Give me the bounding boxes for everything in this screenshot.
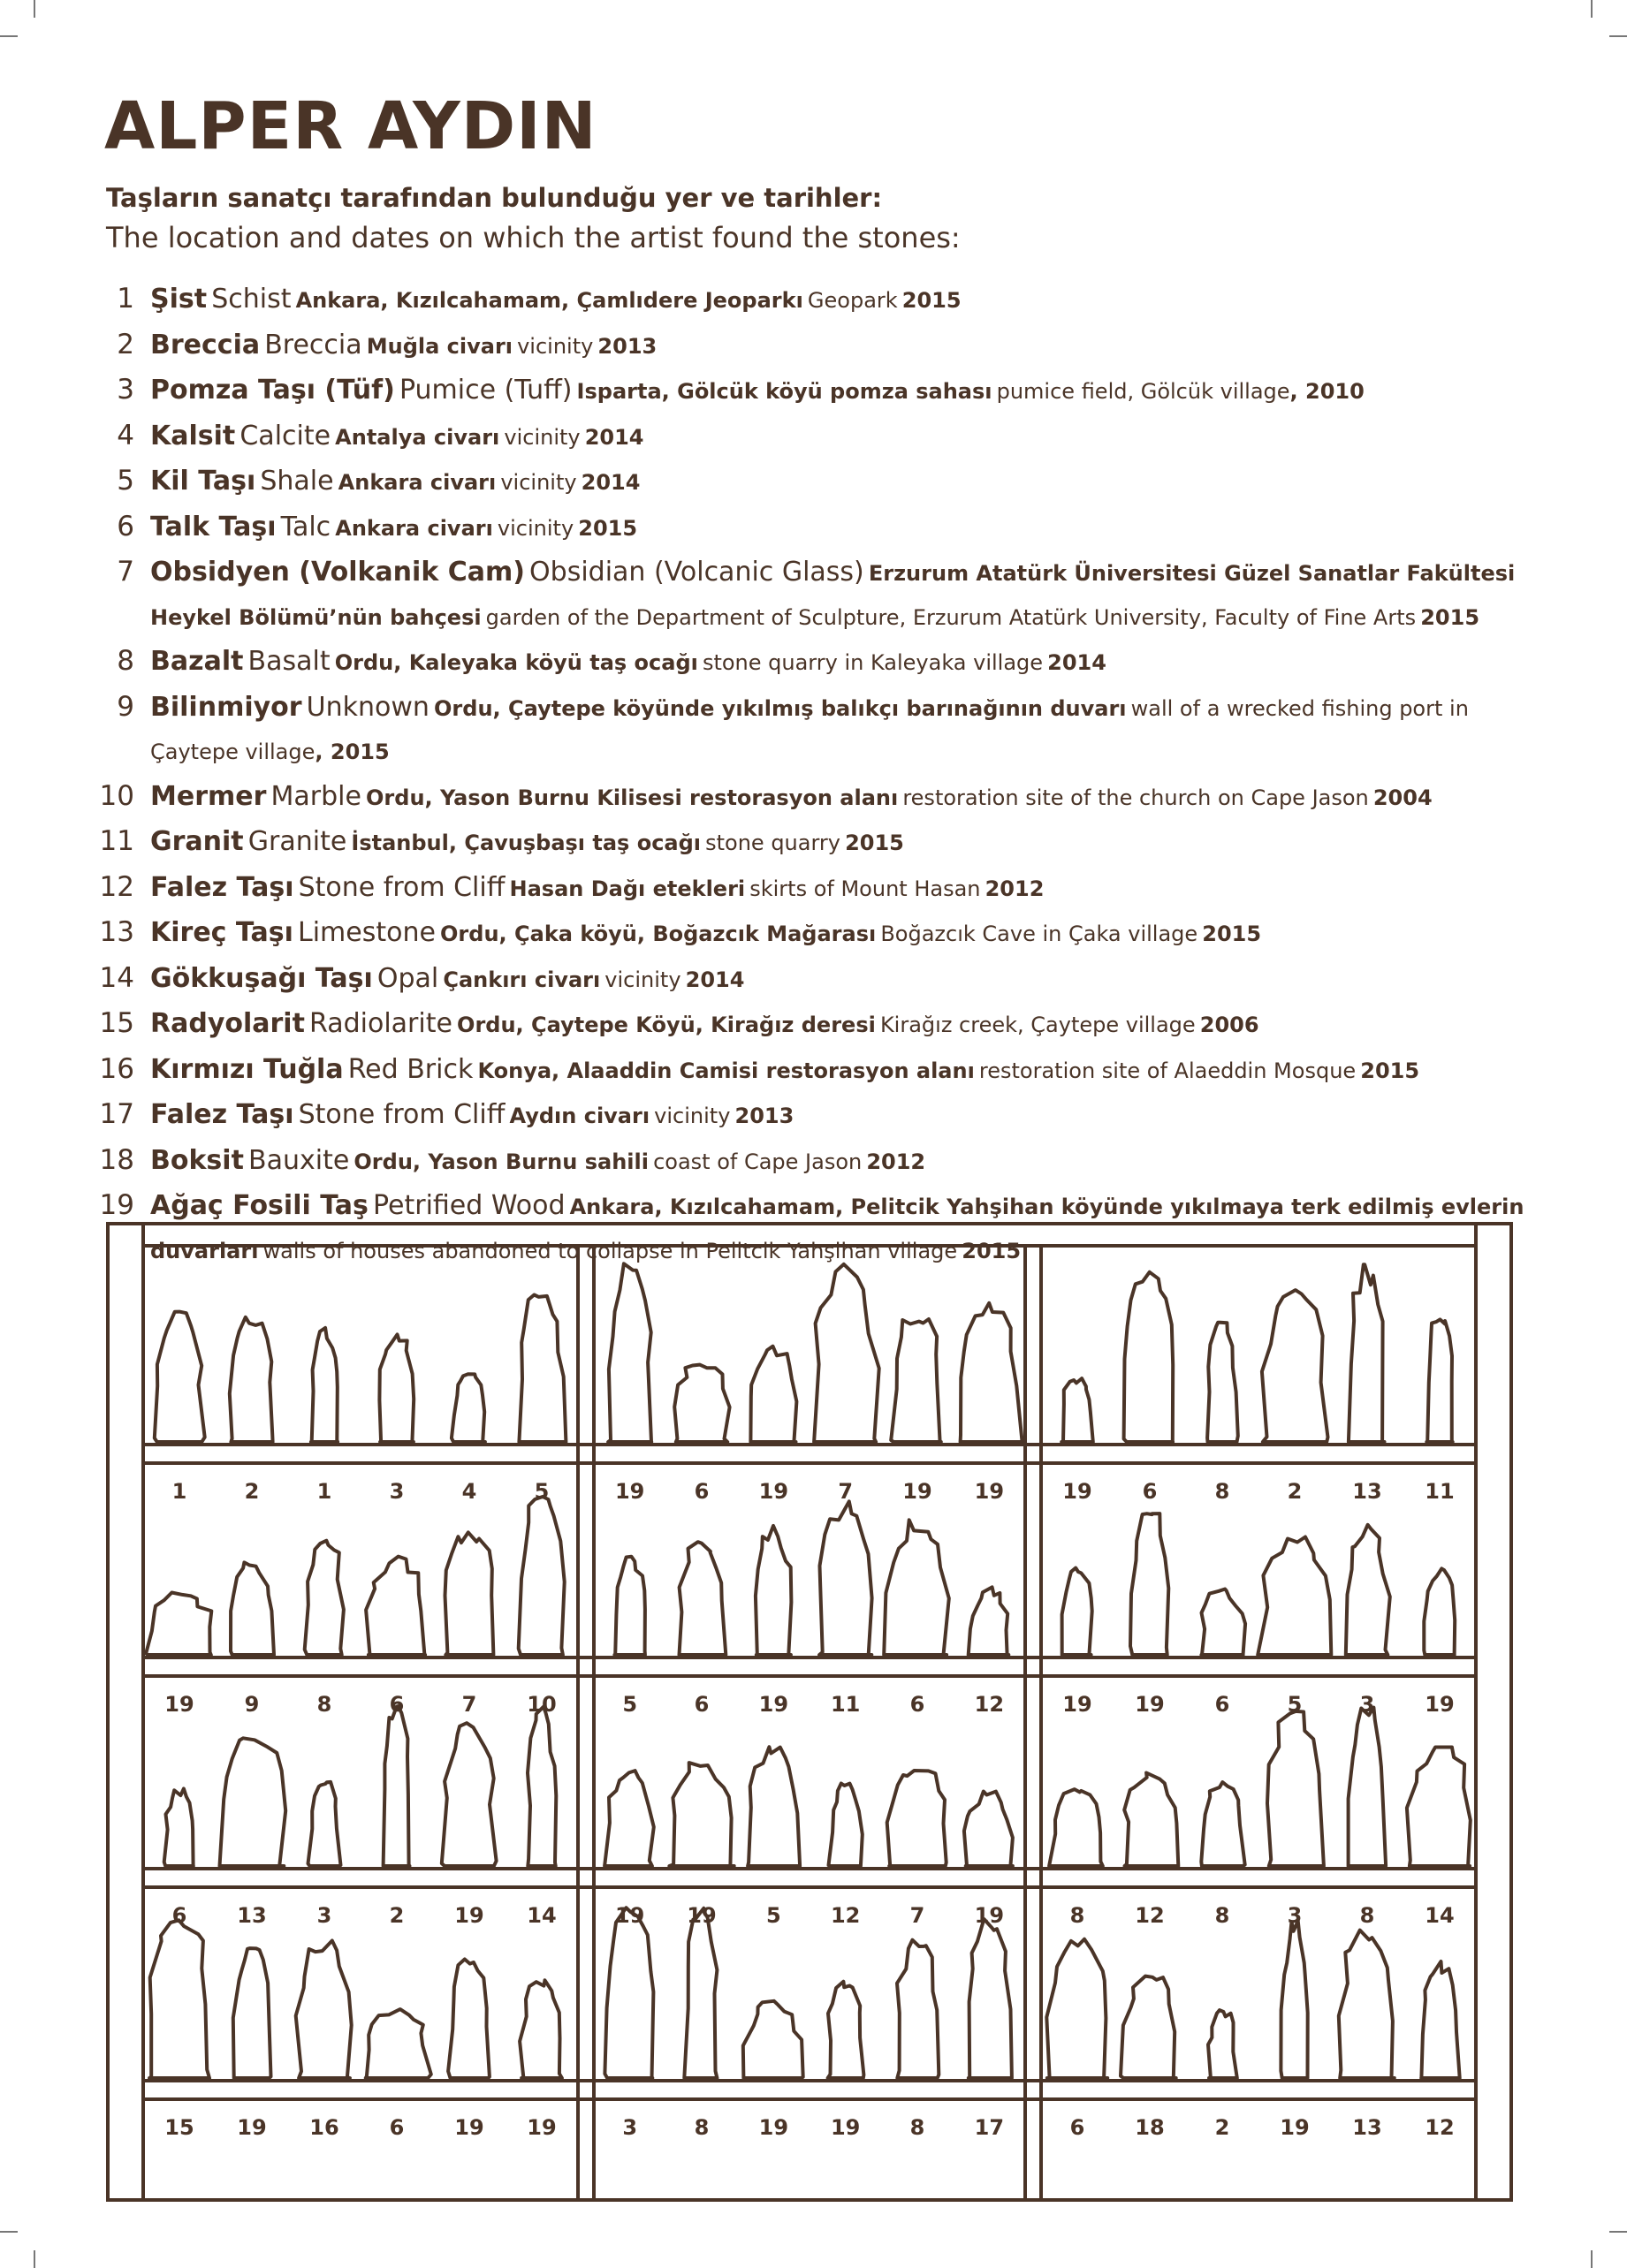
shelf-label: 4 [461,1479,477,1504]
stone-name-en: Petrified Wood [373,1190,566,1221]
stone-name-en: Obsidian (Volcanic Glass) [529,557,864,588]
stone-outline [308,1782,341,1866]
year: 2014 [584,424,644,450]
stone-outline [1207,1323,1238,1442]
shelf-label: 8 [316,1692,332,1717]
stone-name-en: Stone from Cliff [298,1099,506,1130]
location-en: vicinity [604,967,681,992]
shelf-label: 14 [1425,1903,1455,1928]
year: 2004 [1372,785,1433,810]
stone-outline [1062,1568,1092,1655]
location-tr: Ordu, Çaytepe Köyü, Kirağız deresi [457,1013,876,1037]
stone-outline [311,1328,338,1442]
shelf-label: 3 [1287,1903,1303,1928]
shelf-label: 14 [527,1903,557,1928]
stone-outline [964,1792,1013,1867]
stone-outline [1046,1939,1107,2078]
location-en: Geopark [807,288,898,313]
location-tr: Ordu, Çaytepe köyünde yıkılmış balıkçı barınağının duvarı [434,695,1127,721]
stone-outline [1349,1264,1385,1442]
shelf-label: 19 [830,2115,861,2140]
stone-name-en: Red Brick [347,1053,474,1085]
stone-outline [519,1295,566,1443]
stone-outline [887,1771,947,1866]
location-en: pumice field, Gölcük village [996,379,1290,404]
shelf-label: 19 [1062,1479,1092,1504]
stone-outline [220,1738,286,1866]
location-tr: Ordu, Yason Burnu sahili [354,1149,649,1174]
stone-name-en: Limestone [297,917,436,948]
shelf-label: 19 [758,1479,789,1504]
stone-name-en: Basalt [247,646,331,677]
shelf-label: 19 [1280,2115,1310,2140]
location-en: vicinity [504,424,581,450]
location-tr: Hasan Dağı etekleri [509,876,746,901]
shelf-label: 5 [534,1479,550,1504]
item-number: 1 [117,283,134,315]
stone-name-en: Shale [260,466,334,497]
stone-outline [231,1562,274,1655]
shelf-label: 18 [1135,2115,1165,2140]
shelf-label: 1 [316,1479,332,1504]
shelf-label: 19 [614,1903,645,1928]
item-number: 15 [99,1007,134,1039]
stone-name-tr: Mermer [150,780,267,812]
item-number: 9 [117,690,134,723]
stone-outline [1049,1789,1103,1866]
stone-outline [519,1497,565,1655]
stone-name-en: Opal [376,962,439,994]
stone-outline [814,1264,879,1442]
stone-outline [379,1334,414,1442]
location-tr: Çankırı civarı [443,967,601,992]
year: 2014 [685,967,745,992]
location-en: vicinity [654,1104,731,1128]
stone-outline [1281,1921,1307,2078]
shelf-label: 7 [461,1692,477,1717]
stone-outline [961,1303,1023,1442]
shelf-label: 6 [1142,1479,1158,1504]
shelf-label: 15 [164,2115,194,2140]
stone-outline [233,1948,271,2078]
stone-name-tr: Boksit [150,1144,244,1176]
stone-outline [296,1941,352,2079]
stone-outline [1258,1537,1331,1656]
shelf-label: 19 [1135,1692,1165,1717]
stone-outline [442,1723,497,1866]
stone-name-en: Schist [211,284,292,315]
item-number: 14 [99,961,134,994]
shelf-label: 6 [389,2115,405,2140]
location-tr: Ankara civarı [338,470,497,495]
item-number: 18 [99,1143,134,1176]
stone-name-en: Radiolarite [309,1008,452,1039]
location-en: restoration site of Alaeddin Mosque [978,1058,1357,1083]
stone-name-tr: Breccia [150,329,261,360]
stone-name-tr: Talk Taşı [150,511,277,542]
year: , 2010 [1289,379,1365,404]
shelf-label: 11 [830,1692,861,1717]
year: 2015 [1202,922,1262,946]
stone-outline [1201,1782,1244,1866]
stone-outline [1124,1272,1174,1442]
shelf-label: 2 [1287,1479,1303,1504]
shelf-label: 19 [902,1479,932,1504]
shelf-label: 6 [1214,1692,1230,1717]
stone-name-tr: Şist [150,284,208,315]
shelf-label: 6 [389,1692,405,1717]
stone-name-tr: Kırmızı Tuğla [150,1053,344,1085]
stone-outline [149,1920,209,2078]
location-tr: İstanbul, Çavuşbaşı taş ocağı [351,831,702,855]
shelf-label: 8 [1359,1903,1375,1928]
location-en: Boğazcık Cave in Çaka village [880,922,1198,946]
stone-name-tr: Granit [150,826,244,857]
stone-outline [146,1593,211,1656]
stone-outline [1208,2010,1237,2078]
shelf-label: 8 [1069,1903,1085,1928]
stone-outline [1124,1773,1178,1867]
stone-name-tr: Kireç Taşı [150,917,293,948]
year: 2015 [1420,604,1480,630]
stone-outline [384,1706,410,1866]
stone-outline [743,2001,803,2078]
year: 2015 [845,831,904,855]
stone-name-en: Talc [280,511,331,542]
year: 2015 [901,288,962,313]
stone-outline [604,1771,654,1866]
stone-outline [305,1541,344,1655]
stone-outline [1267,1711,1324,1866]
stone-name-en: Stone from Cliff [298,871,506,903]
location-tr: Erzurum Atatürk Üniversitesi Güzel Sanatlar Fakültesi Heykel Bölümü’nün bahçesi [150,561,1516,630]
year: 2014 [1047,650,1106,675]
stone-name-tr: Falez Taşı [150,1099,294,1130]
location-tr: Ordu, Yason Burnu Kilisesi restorasyon alanı [366,785,899,810]
location-en: coast of Cape Jason [653,1149,863,1174]
shelf-label: 3 [1359,1692,1375,1717]
location-tr: Isparta, Gölcük köyü pomza sahası [576,379,992,404]
stone-outline [684,1908,717,2078]
stone-outline [819,1501,872,1655]
item-number: 3 [117,374,134,406]
stone-outline [1121,1976,1176,2078]
stone-outline [674,1365,729,1442]
shelf-label: 19 [614,1479,645,1504]
year: 2012 [866,1149,926,1174]
shelf-label: 9 [244,1692,260,1717]
shelf-label: 8 [1214,1479,1230,1504]
location-en: restoration site of the church on Cape Jason [902,785,1369,810]
location-tr: Ankara civarı [335,515,493,541]
location-en: stone quarry in Kaleyaka village [702,650,1044,675]
shelf-label: 12 [1425,2115,1455,2140]
shelf-label: 3 [622,2115,638,2140]
item-number: 11 [99,825,134,857]
item-number: 12 [99,870,134,903]
shelf-label: 5 [765,1903,781,1928]
shelf-label: 13 [1352,1479,1382,1504]
shelf-label: 6 [171,1903,187,1928]
year: 2015 [1360,1058,1420,1083]
shelf-label: 7 [909,1903,925,1928]
item-number: 17 [99,1098,134,1130]
location-en: Kirağız creek, Çaytepe village [879,1013,1196,1037]
shelf-label: 5 [1287,1692,1303,1717]
location-tr: Ankara, Kızılcahamam, Pelitcik Yahşihan köyünde yıkılmaya terk edilmiş evlerin duvarları [150,1195,1524,1263]
shelf-label: 19 [1425,1692,1455,1717]
stone-outline [680,1542,726,1655]
shelf-label: 17 [974,2115,1005,2140]
location-tr: Ordu, Kaleyaka köyü taş ocağı [334,650,698,675]
item-number: 19 [99,1189,134,1221]
shelf-label: 12 [1135,1903,1165,1928]
location-en: skirts of Mount Hasan [749,876,981,901]
location-en: walls of houses abandoned to collapse in Pelitcik Yahşihan village [262,1238,958,1263]
stone-name-en: Breccia [264,329,362,360]
item-number: 10 [99,779,134,812]
stone-outline [1061,1378,1093,1442]
year: 2012 [985,876,1045,901]
shelf-label: 19 [758,2115,789,2140]
stone-outline [155,1312,205,1442]
stone-outline [1421,1961,1460,2078]
shelf-label: 19 [237,2115,267,2140]
stone-name-en: Unknown [306,691,430,723]
year: 2015 [962,1238,1022,1263]
stone-outline [164,1789,194,1867]
shelf-label: 2 [389,1903,405,1928]
stone-name-tr: Obsidyen (Volkanik Cam) [150,557,525,588]
subtitle-english: The location and dates on which the artist found the stones: [106,221,961,254]
shelf-label: 1 [171,1479,187,1504]
item-number: 8 [117,645,134,677]
location-en: vicinity [497,515,574,541]
stone-outline [1339,1930,1395,2078]
shelf-label: 19 [527,2115,557,2140]
item-number: 13 [99,916,134,948]
stone-name-en: Pumice (Tuff) [399,375,573,406]
shelf-label: 8 [694,2115,710,2140]
item-number: 7 [117,556,134,588]
item-number: 6 [117,510,134,542]
year: 2006 [1199,1013,1259,1037]
stone-outline [828,1982,864,2078]
stone-outline [366,1557,425,1655]
location-en: vicinity [517,333,594,359]
shelf-label: 8 [909,2115,925,2140]
stone-name-tr: Ağaç Fosili Taş [150,1190,369,1221]
stone-outline [608,1263,651,1442]
shelf-label: 19 [454,2115,484,2140]
shelf-label: 6 [694,1692,710,1717]
stone-name-tr: Bazalt [150,646,244,677]
shelf-label: 19 [454,1903,484,1928]
shelf-label: 6 [694,1479,710,1504]
item-number: 5 [117,465,134,497]
stone-outline [1426,1319,1452,1442]
item-number: 4 [117,419,134,451]
stone-outline [669,1763,734,1866]
location-tr: Ankara, Kızılcahamam, Çamlıdere Jeoparkı [295,288,803,313]
location-tr: Ordu, Çaka köyü, Boğazcık Mağarası [440,922,877,946]
stone-outline [1201,1589,1245,1656]
year: , 2015 [315,740,390,764]
shelf-label: 19 [687,1903,717,1928]
stone-outline [897,1940,939,2078]
location-en: garden of the Department of Sculpture, Erzurum Atatürk University, Faculty of Fine Arts [485,604,1417,630]
year: 2014 [581,470,641,495]
shelf-label: 19 [974,1903,1005,1928]
location-tr: Konya, Alaaddin Camisi restorasyon alanı [477,1058,975,1083]
stone-name-tr: Gökkuşağı Taşı [150,962,373,994]
stone-outline [969,1587,1009,1655]
stone-outline [1130,1513,1168,1655]
stone-name-tr: Kalsit [150,420,236,451]
stone-outline [452,1374,485,1442]
stone-outline [528,1707,556,1866]
location-tr: Antalya civarı [335,424,500,450]
year: 2015 [578,515,638,541]
year: 2013 [734,1104,794,1128]
stone-name-tr: Kil Taşı [150,466,256,497]
shelf-label: 11 [1425,1479,1455,1504]
shelf-label: 2 [1214,2115,1230,2140]
stone-name-en: Calcite [239,420,331,451]
location-en: vicinity [500,470,577,495]
location-en: stone quarry [705,831,840,855]
stone-outline [604,1908,653,2078]
shelf-label: 16 [309,2115,339,2140]
shelf-label: 13 [1352,2115,1382,2140]
stone-outline [445,1532,494,1655]
stone-name-en: Marble [270,780,361,812]
stone-outline [1424,1568,1455,1655]
stone-outline [1349,1708,1387,1866]
stone-name-tr: Falez Taşı [150,871,294,903]
stone-outline [366,2009,431,2078]
shelf-label: 10 [527,1692,557,1717]
shelf-label: 19 [1062,1692,1092,1717]
shelf-label: 7 [838,1479,854,1504]
stone-outline [891,1319,941,1442]
stone-name-tr: Radyolarit [150,1008,305,1039]
shelf-label: 12 [830,1903,861,1928]
location-tr: Aydın civarı [509,1104,650,1128]
stone-outline [750,1346,796,1442]
shelf-label: 12 [974,1692,1005,1717]
stone-name-en: Granite [247,826,347,857]
shelf-label: 3 [389,1479,405,1504]
shelf-label: 2 [244,1479,260,1504]
stone-outline [969,1919,1012,2078]
stone-outline [448,1960,490,2079]
subtitle-turkish: Taşların sanatçı tarafından bulunduğu yer ve tarihler: [106,183,883,213]
item-number: 16 [99,1052,134,1085]
stone-name-tr: Pomza Taşı (Tüf) [150,375,395,406]
stone-outline [520,1980,562,2078]
stone-outline [1262,1290,1328,1442]
stone-outline [1346,1525,1390,1655]
location-tr: Muğla civarı [366,333,513,359]
stone-name-en: Bauxite [248,1144,350,1176]
stone-name-tr: Bilinmiyor [150,691,302,723]
shelf-label: 3 [316,1903,332,1928]
stone-outline [748,1747,800,1866]
stone-outline [614,1557,645,1655]
year: 2013 [597,333,658,359]
stone-outline [756,1526,792,1655]
stone-outline [1407,1748,1471,1867]
item-number: 2 [117,328,134,360]
location-en: wall of a wrecked fishing port in Çaytepe village [150,695,1469,764]
shelf-label: 19 [758,1692,789,1717]
stone-outline [829,1784,863,1867]
shelf-label: 6 [1069,2115,1085,2140]
shelf-label: 8 [1214,1903,1230,1928]
shelf-label: 19 [164,1692,194,1717]
stone-outline [230,1317,273,1442]
page-title: ALPER AYDIN [104,88,597,164]
shelf-label: 19 [974,1479,1005,1504]
shelf-label: 5 [622,1692,638,1717]
shelf-label: 13 [237,1903,267,1928]
shelf-label: 6 [909,1692,925,1717]
stone-outline [884,1520,949,1655]
